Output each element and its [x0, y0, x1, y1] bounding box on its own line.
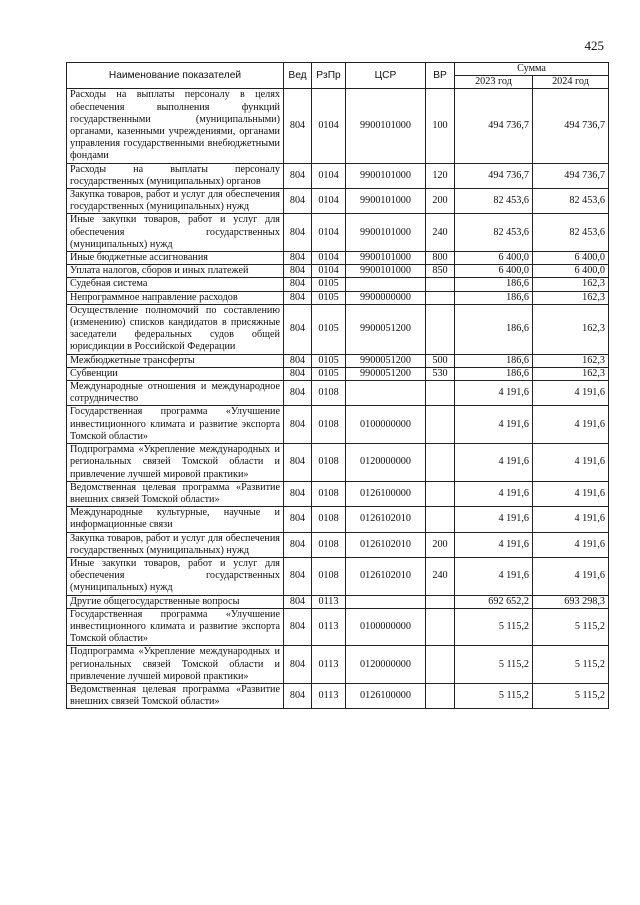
row-sum-2023: 82 453,6 — [455, 214, 533, 252]
row-vr — [426, 595, 455, 608]
row-sum-2024: 5 115,2 — [533, 646, 609, 684]
row-csr: 0126100000 — [346, 481, 426, 506]
table-row — [67, 481, 609, 506]
table-row — [67, 532, 609, 557]
row-sum-2023: 4 191,6 — [455, 381, 533, 406]
row-rzpr: 0108 — [312, 444, 346, 482]
row-rzpr: 0108 — [312, 381, 346, 406]
row-vr — [426, 481, 455, 506]
row-name: Иные закупки товаров, работ и услуг для обеспечения государственных (муниципальных) нужд — [67, 557, 284, 595]
row-sum-2024: 4 191,6 — [533, 557, 609, 595]
row-sum-2024: 162,3 — [533, 304, 609, 354]
row-vr: 120 — [426, 163, 455, 188]
row-ved: 804 — [284, 265, 312, 278]
row-sum-2024: 693 298,3 — [533, 595, 609, 608]
row-sum-2023: 186,6 — [455, 354, 533, 367]
row-sum-2024: 4 191,6 — [533, 507, 609, 532]
table-row — [67, 265, 609, 278]
row-sum-2023: 82 453,6 — [455, 189, 533, 214]
row-name: Расходы на выплаты персоналу государственных (муниципальных) органов — [67, 163, 284, 188]
table-row — [67, 406, 609, 444]
row-ved: 804 — [284, 381, 312, 406]
row-vr — [426, 381, 455, 406]
row-name: Подпрограмма «Укрепление международных и региональных связей Томской области и привлечение лучшей мировой практики» — [67, 444, 284, 482]
header-sum: Сумма — [455, 63, 609, 76]
table-row — [67, 189, 609, 214]
row-rzpr: 0113 — [312, 595, 346, 608]
row-ved: 804 — [284, 646, 312, 684]
row-csr — [346, 278, 426, 291]
row-ved: 804 — [284, 532, 312, 557]
table-row — [67, 646, 609, 684]
row-name: Иные закупки товаров, работ и услуг для обеспечения государственных (муниципальных) нужд — [67, 214, 284, 252]
row-rzpr: 0104 — [312, 89, 346, 163]
row-vr — [426, 278, 455, 291]
header-name: Наименование показателей — [67, 63, 284, 89]
row-name: Уплата налогов, сборов и иных платежей — [67, 265, 284, 278]
row-rzpr: 0113 — [312, 646, 346, 684]
table-row — [67, 595, 609, 608]
row-name: Судебная система — [67, 278, 284, 291]
row-sum-2023: 4 191,6 — [455, 507, 533, 532]
row-rzpr: 0105 — [312, 278, 346, 291]
row-sum-2023: 186,6 — [455, 367, 533, 380]
row-sum-2024: 494 736,7 — [533, 163, 609, 188]
row-vr — [426, 406, 455, 444]
row-csr: 9900101000 — [346, 265, 426, 278]
table-row — [67, 683, 609, 708]
row-csr: 0120000000 — [346, 646, 426, 684]
table-row — [67, 557, 609, 595]
row-csr: 0120000000 — [346, 444, 426, 482]
row-sum-2023: 5 115,2 — [455, 608, 533, 646]
row-csr: 9900101000 — [346, 189, 426, 214]
row-vr: 200 — [426, 189, 455, 214]
row-sum-2023: 4 191,6 — [455, 444, 533, 482]
row-csr: 0126102010 — [346, 507, 426, 532]
row-rzpr: 0108 — [312, 557, 346, 595]
row-sum-2024: 162,3 — [533, 291, 609, 304]
row-ved: 804 — [284, 304, 312, 354]
row-ved: 804 — [284, 481, 312, 506]
row-sum-2023: 5 115,2 — [455, 646, 533, 684]
header-csr: ЦСР — [346, 63, 426, 89]
row-csr: 9900101000 — [346, 252, 426, 265]
row-sum-2024: 82 453,6 — [533, 189, 609, 214]
row-sum-2023: 4 191,6 — [455, 532, 533, 557]
row-sum-2023: 6 400,0 — [455, 265, 533, 278]
row-ved: 804 — [284, 163, 312, 188]
row-name: Межбюджетные трансферты — [67, 354, 284, 367]
row-ved: 804 — [284, 291, 312, 304]
table-row — [67, 304, 609, 354]
table-row — [67, 163, 609, 188]
row-sum-2024: 494 736,7 — [533, 89, 609, 163]
row-name: Международные отношения и международное сотрудничество — [67, 381, 284, 406]
row-csr: 9900000000 — [346, 291, 426, 304]
row-vr: 240 — [426, 557, 455, 595]
row-ved: 804 — [284, 507, 312, 532]
row-vr — [426, 507, 455, 532]
header-year-2024: 2024 год — [533, 76, 609, 89]
table-row — [67, 354, 609, 367]
row-rzpr: 0104 — [312, 214, 346, 252]
row-vr — [426, 608, 455, 646]
row-sum-2023: 692 652,2 — [455, 595, 533, 608]
row-rzpr: 0108 — [312, 507, 346, 532]
row-ved: 804 — [284, 89, 312, 163]
row-sum-2024: 4 191,6 — [533, 406, 609, 444]
row-csr: 0126102010 — [346, 557, 426, 595]
row-ved: 804 — [284, 367, 312, 380]
row-sum-2024: 4 191,6 — [533, 381, 609, 406]
row-sum-2023: 4 191,6 — [455, 481, 533, 506]
row-name: Международные культурные, научные и информационные связи — [67, 507, 284, 532]
row-ved: 804 — [284, 406, 312, 444]
row-ved: 804 — [284, 278, 312, 291]
row-ved: 804 — [284, 354, 312, 367]
table-row — [67, 444, 609, 482]
row-sum-2024: 82 453,6 — [533, 214, 609, 252]
row-rzpr: 0104 — [312, 252, 346, 265]
row-sum-2024: 162,3 — [533, 278, 609, 291]
page-number: 425 — [584, 38, 604, 53]
row-vr — [426, 444, 455, 482]
row-vr: 240 — [426, 214, 455, 252]
table-row — [67, 381, 609, 406]
row-ved: 804 — [284, 189, 312, 214]
row-rzpr: 0105 — [312, 367, 346, 380]
row-name: Иные бюджетные ассигнования — [67, 252, 284, 265]
header-rzpr: РзПр — [312, 63, 346, 89]
row-sum-2024: 162,3 — [533, 367, 609, 380]
table-row — [67, 291, 609, 304]
header-vr: ВР — [426, 63, 455, 89]
row-name: Другие общегосударственные вопросы — [67, 595, 284, 608]
row-name: Ведомственная целевая программа «Развитие внешних связей Томской области» — [67, 481, 284, 506]
row-name: Подпрограмма «Укрепление международных и региональных связей Томской области и привлечение лучшей мировой практики» — [67, 646, 284, 684]
row-ved: 804 — [284, 444, 312, 482]
row-rzpr: 0108 — [312, 481, 346, 506]
row-sum-2023: 186,6 — [455, 278, 533, 291]
row-csr: 9900051200 — [346, 304, 426, 354]
row-rzpr: 0104 — [312, 265, 346, 278]
table-row — [67, 507, 609, 532]
row-name: Государственная программа «Улучшение инвестиционного климата и развитие экспорта Томской области» — [67, 406, 284, 444]
row-rzpr: 0105 — [312, 304, 346, 354]
table-row — [67, 608, 609, 646]
row-vr: 100 — [426, 89, 455, 163]
row-vr: 800 — [426, 252, 455, 265]
row-name: Закупка товаров, работ и услуг для обеспечения государственных (муниципальных) нужд — [67, 532, 284, 557]
row-rzpr: 0105 — [312, 354, 346, 367]
row-name: Осуществление полномочий по составлению (изменению) списков кандидатов в присяжные заседатели федеральных судов общей юрисдикции в Российской Федерации — [67, 304, 284, 354]
row-csr: 0126100000 — [346, 683, 426, 708]
row-vr — [426, 291, 455, 304]
row-name: Расходы на выплаты персоналу в целях обеспечения выполнения функций государственными (муниципальными) органами, казенными учреждениями, органами управления государственными внебюджетными фондами — [67, 89, 284, 163]
row-csr: 9900101000 — [346, 214, 426, 252]
row-rzpr: 0113 — [312, 608, 346, 646]
row-sum-2023: 494 736,7 — [455, 89, 533, 163]
table-row — [67, 367, 609, 380]
row-csr — [346, 595, 426, 608]
row-vr: 850 — [426, 265, 455, 278]
row-vr: 200 — [426, 532, 455, 557]
row-vr — [426, 646, 455, 684]
row-rzpr: 0108 — [312, 532, 346, 557]
row-sum-2024: 4 191,6 — [533, 481, 609, 506]
table-row — [67, 89, 609, 163]
row-sum-2023: 494 736,7 — [455, 163, 533, 188]
row-sum-2024: 5 115,2 — [533, 683, 609, 708]
row-rzpr: 0105 — [312, 291, 346, 304]
row-sum-2024: 162,3 — [533, 354, 609, 367]
row-vr — [426, 683, 455, 708]
row-name: Субвенции — [67, 367, 284, 380]
row-name: Закупка товаров, работ и услуг для обеспечения государственных (муниципальных) нужд — [67, 189, 284, 214]
row-sum-2024: 5 115,2 — [533, 608, 609, 646]
row-ved: 804 — [284, 252, 312, 265]
row-ved: 804 — [284, 608, 312, 646]
row-csr: 0100000000 — [346, 608, 426, 646]
row-sum-2023: 6 400,0 — [455, 252, 533, 265]
row-ved: 804 — [284, 595, 312, 608]
row-sum-2024: 4 191,6 — [533, 444, 609, 482]
row-ved: 804 — [284, 683, 312, 708]
row-sum-2024: 4 191,6 — [533, 532, 609, 557]
row-name: Ведомственная целевая программа «Развитие внешних связей Томской области» — [67, 683, 284, 708]
row-csr: 0126102010 — [346, 532, 426, 557]
row-csr: 0100000000 — [346, 406, 426, 444]
row-rzpr: 0113 — [312, 683, 346, 708]
row-sum-2023: 4 191,6 — [455, 406, 533, 444]
row-vr: 500 — [426, 354, 455, 367]
table-row — [67, 252, 609, 265]
row-sum-2023: 186,6 — [455, 304, 533, 354]
row-csr: 9900051200 — [346, 354, 426, 367]
header-year-2023: 2023 год — [455, 76, 533, 89]
row-ved: 804 — [284, 214, 312, 252]
table-row — [67, 214, 609, 252]
row-sum-2023: 5 115,2 — [455, 683, 533, 708]
row-rzpr: 0104 — [312, 189, 346, 214]
row-csr — [346, 381, 426, 406]
row-csr: 9900051200 — [346, 367, 426, 380]
header-ved: Вед — [284, 63, 312, 89]
row-sum-2023: 4 191,6 — [455, 557, 533, 595]
budget-table — [66, 62, 609, 709]
row-rzpr: 0108 — [312, 406, 346, 444]
row-name: Непрограммное направление расходов — [67, 291, 284, 304]
row-sum-2023: 186,6 — [455, 291, 533, 304]
row-ved: 804 — [284, 557, 312, 595]
row-vr — [426, 304, 455, 354]
row-csr: 9900101000 — [346, 89, 426, 163]
row-sum-2024: 6 400,0 — [533, 265, 609, 278]
row-csr: 9900101000 — [346, 163, 426, 188]
row-rzpr: 0104 — [312, 163, 346, 188]
row-vr: 530 — [426, 367, 455, 380]
table-row — [67, 278, 609, 291]
row-sum-2024: 6 400,0 — [533, 252, 609, 265]
row-name: Государственная программа «Улучшение инвестиционного климата и развитие экспорта Томской области» — [67, 608, 284, 646]
